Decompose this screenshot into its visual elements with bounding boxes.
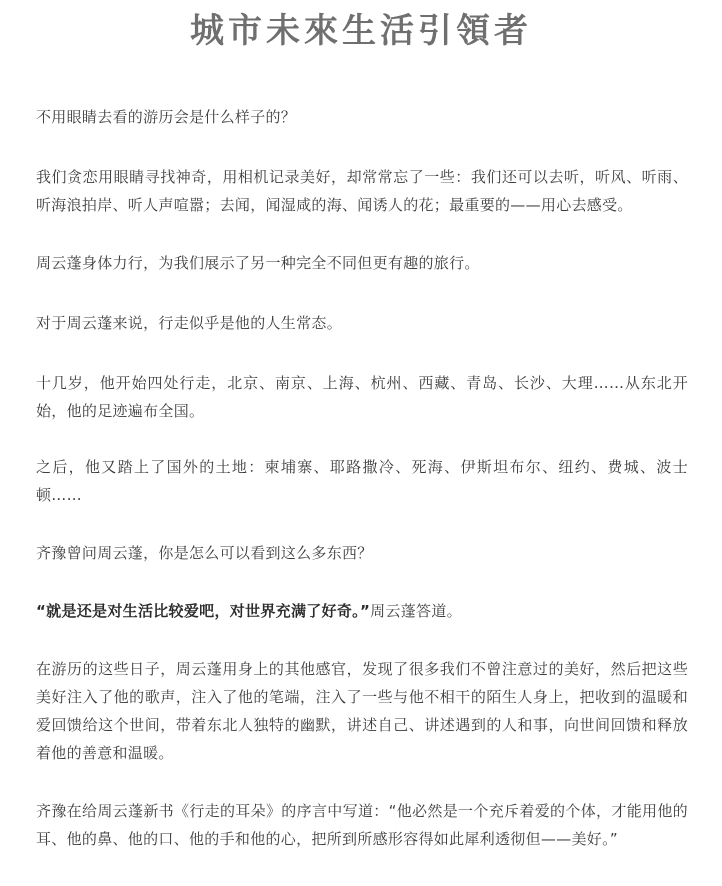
quote-attribution: 周云蓬答道。 [370,602,462,620]
article-paragraph: 齐豫在给周云蓬新书《行走的耳朵》的序言中写道：“他必然是一个充斥着爱的个体，才能用他的耳、他的鼻、他的口、他的手和他的心，把所到所感形容得如此犀利透彻但——美好。” [36,802,688,848]
quote-paragraph [36,597,688,625]
article-paragraph: 齐豫曾问周云蓬，你是怎么可以看到这么多东西？ [36,544,373,562]
masthead-title: 城市未來生活引領者 [190,11,532,51]
article-paragraph: 不用眼睛去看的游历会是什么样子的？ [36,108,297,126]
article-body [36,103,688,883]
masthead [0,0,722,62]
quote-bold-text: “就是还是对生活比较爱吧，对世界充满了好奇。” [36,602,371,620]
article-paragraph: 在游历的这些日子，周云蓬用身上的其他感官，发现了很多我们不曾注意过的美好，然后把这些美好注入了他的歌声，注入了他的笔端，注入了一些与他不相干的陌生人身上，把收到的温暖和爱回馈给这个世间，带着东北人独特的幽默，讲述自己、讲述遇到的人和事，向世间回馈和释放着他的善意和温暖。 [36,660,688,762]
article-paragraph: 对于周云蓬来说，行走似乎是他的人生常态。 [36,314,343,332]
article-paragraph: 之后，他又踏上了国外的土地：柬埔寨、耶路撒冷、死海、伊斯坦布尔、纽约、费城、波士顿…… [36,458,688,504]
article-paragraph: 我们贪恋用眼睛寻找神奇，用相机记录美好，却常常忘了一些：我们还可以去听，听风、听雨、听海浪拍岸、听人声喧嚣；去闻，闻湿咸的海、闻诱人的花；最重要的——用心去感受。 [36,168,688,214]
article-paragraph: 周云蓬身体力行，为我们展示了另一种完全不同但更有趣的旅行。 [36,254,480,272]
article-paragraph: 十几岁，他开始四处行走，北京、南京、上海、杭州、西藏、青岛、长沙、大理……从东北开始，他的足迹遍布全国。 [36,374,688,420]
